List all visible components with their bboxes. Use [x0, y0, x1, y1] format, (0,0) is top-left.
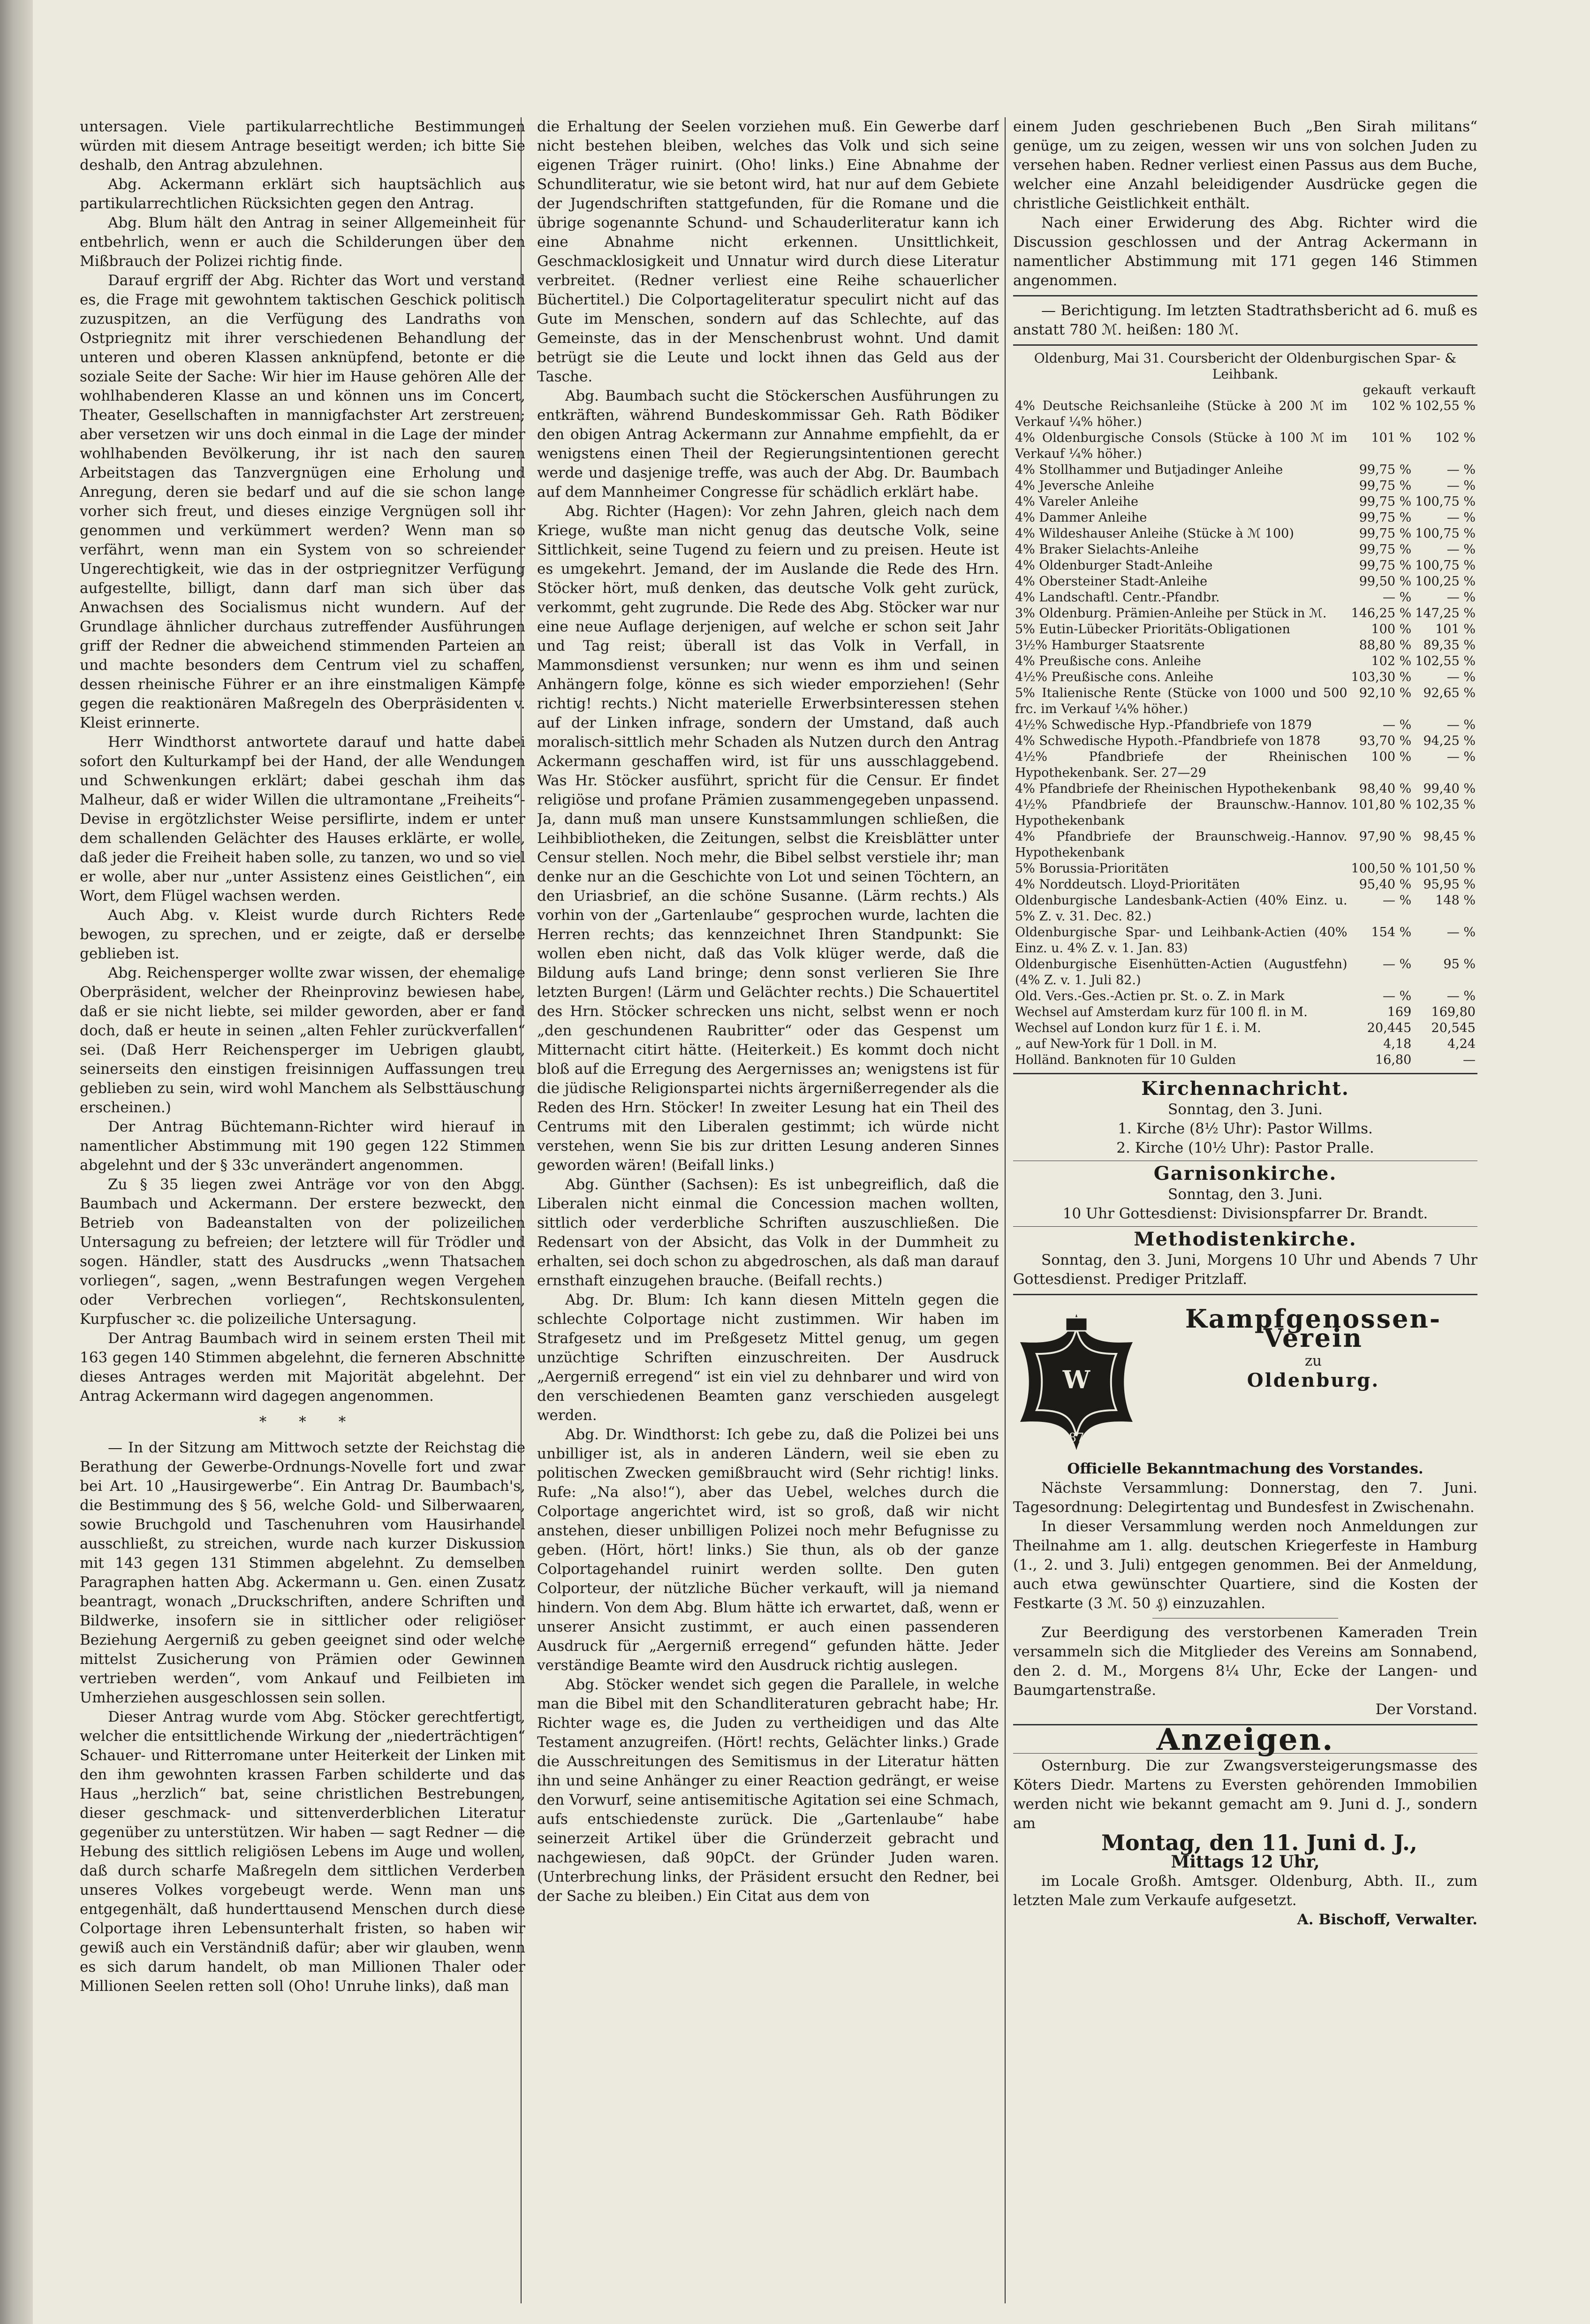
security-name: Wechsel auf London kurz für 1 £. i. M.	[1015, 1021, 1261, 1035]
sell-price: 100,75 %	[1415, 494, 1476, 509]
paragraph: Abg. Baumbach sucht die Stöckerschen Ausführungen zu entkräften, während Bundeskommissar Geh. Rath Bödiker den obigen Antrag Ackermann zur Annahme empfiehlt, da er wenigstens einen Theil der Regierungsintentionen gerecht werde und dasjenige treffe, was auch der Abg. Dr. Baumbach auf dem Mannheimer Congresse für schädlich erklärt habe.	[537, 387, 999, 501]
sell-price: 92,65 %	[1423, 686, 1476, 700]
sell-price: 95 %	[1443, 957, 1476, 972]
table-row	[1013, 462, 1477, 478]
table-row	[1013, 430, 1477, 462]
cross-letter: W	[1062, 1366, 1090, 1394]
buy-price: 16,80	[1375, 1053, 1412, 1067]
table-header-row	[1013, 382, 1477, 398]
paragraph: Zu § 35 liegen zwei Anträge vor von den Abgg. Baumbach und Ackermann. Der erstere bezweckt, den Betrieb von Badeanstalten von der polizeilichen Untersagung zu befreien; der letztere will für Trödler und sogen. Händler, statt des Ausdrucks „wenn Thatsachen vorliegen“, sagen, „wenn Bestrafungen wegen Vergehen oder Verbrechen vorliegen“, Rechtskonsulenten, Kurpfuscher ꝛc. die polizeiliche Untersagung.	[80, 1176, 525, 1328]
sell-price: — %	[1446, 750, 1476, 764]
table-row	[1013, 1052, 1477, 1068]
column-1	[80, 117, 525, 2303]
paragraph: Abg. Richter (Hagen): Vor zehn Jahren, gleich nach dem Kriege, wußte man nicht genug das deutsche Volk, seine Sittlichkeit, seine Tugend zu feiern und zu preisen. Heute ist es umgekehrt. Jemand, der im Auslande die Rede des Hrn. Stöcker hört, muß denken, das deutsche Volk geht zurück, verkommt, geht zugrunde. Die Rede des Abg. Stöcker war nur eine neue Auflage derjenigen, auf welche er schon seit Jahr und Tag reist; überall ist das Volk in Verfall, in Mammonsdienst versunken; nur wenn es ihm und seinen Anhängern folge, könne es sich wieder emporziehen! (Sehr richtig! rechts.) Nicht materielle Erwerbsinteressen stehen auf der Linken infrage, sondern der Umstand, daß auch moralisch-sittlich mehr Schaden als Nutzen durch den Antrag Ackermann geschaffen wird, ist für uns ausschlaggebend. Was Hr. Stöcker ausführt, spricht für die Censur. Er findet religiöse und profane Prämien zusammengegeben unpassend. Ja, dann muß man unsere Kunstsammlungen schließen, die Leihbibliotheken, die Zeitungen, selbst die Kreisblätter unter Censur stellen. Noch mehr, die Bibel selbst verstiele ihr; man denke nur an die Geschichte von Lot und seinen Töchtern, an den Uriasbrief, an die schöne Susanne. (Lärm rechts.) Als vorhin von der „Gartenlaube“ gesprochen wurde, lachten die Herren rechts; das kennzeichnet Ihren Standpunkt: Sie wollen eben nicht, daß das Volk klüger werde, daß die Bildung aufs Land bringe; denn sonst verlieren Sie Ihre letzten Burgen! (Lärm und Gelächter rechts.) Die Schauertitel des Hrn. Stöcker schrecken uns nicht, selbst wenn er noch „den geschundenen Raubritter“ oder das Gespenst um Mitternacht citirt hätte. (Heiterkeit.) Es kommt doch nicht bloß auf die Erregung des Aergernisses an; wenigstens ist für die jüdische Religionspartei nichts ärgernißerregender als die Reden des Hrn. Stöcker! In zweiter Lesung hat ein Theil des Centrums mit den Liberalen gestimmt; ich würde nicht verstehen, wenn Sie bis zur dritten Lesung anderen Sinnes geworden wären! (Beifall links.)	[537, 503, 999, 1174]
column-divider	[1005, 117, 1006, 2303]
security-name: 4% Dammer Anleihe	[1015, 510, 1147, 525]
table-row	[1013, 1036, 1477, 1052]
church-notice-title: Kirchennachricht.	[1141, 1078, 1349, 1100]
buy-price: 169	[1387, 1005, 1412, 1019]
paragraph: Herr Windthorst antwortete darauf und hatte dabei sofort den Kulturkampf bei der Hand, der alle Wendungen und Schwenkungen erklärt; dabei geschah ihm das Malheur, daß er wider Willen die ultramontane „Freiheits“-Devise in ergötzlichster Weise persiflirte, indem er unter dem schallenden Gelächter des Hauses erklärte, er wolle, daß jeder die Freiheit haben solle, zu tanzen, wo und so viel er wolle, aber nur „unter Assistenz eines Geistlichen“, ein Wort, dem Flügel wachsen werden.	[80, 734, 525, 904]
auction-date: Montag, den 11. Juni d. J.,	[1101, 1830, 1417, 1855]
sell-price: — %	[1446, 989, 1476, 1003]
security-name: Holländ. Banknoten für 10 Gulden	[1015, 1053, 1236, 1067]
table-row	[1013, 558, 1477, 574]
association-subtitle: Officielle Bekanntmachung des Vorstandes.	[1067, 1460, 1423, 1477]
table-row	[1013, 957, 1477, 988]
sell-price: 101,50 %	[1415, 861, 1476, 876]
buy-price: 101 %	[1371, 431, 1412, 445]
paragraph: — In der Sitzung am Mittwoch setzte der Reichstag die Berathung der Gewerbe-Ordnungs-Novelle fort und zwar bei Art. 10 „Hausirgewerbe“. Ein Antrag Dr. Baumbach's, die Bestimmung des § 56, welche Gold- und Silberwaaren, sowie Bruchgold und Taschenuhren vom Hausirhandel ausschließt, zu streichen, wurde nach kurzer Diskussion mit 143 gegen 131 Stimmen abgelehnt. Zu demselben Paragraphen hatten Abg. Ackermann u. Gen. einen Zusatz beantragt, wonach „Druckschriften, andere Schriften und Bildwerke, insofern sie in sittlicher oder religiöser Beziehung Aergerniß zu geben geeignet sind oder welche mittelst Zusicherung von Prämien oder Gewinnen vertrieben werden“, vom Ankauf und Feilbieten im Umherziehen ausgeschlossen sein sollen.	[80, 1439, 525, 1706]
security-name: 4½% Pfandbriefe der Rheinischen Hypothekenbank. Ser. 27—29	[1015, 750, 1348, 780]
sell-price: 147,25 %	[1415, 606, 1476, 621]
security-name: 3% Oldenburg. Prämien-Anleihe per Stück in ℳ.	[1015, 606, 1327, 621]
buy-price: 99,75 %	[1359, 526, 1412, 541]
correction-notice: — Berichtigung. Im letzten Stadtrathsbericht ad 6. muß es anstatt 780 ℳ. heißen: 180 ℳ.	[1013, 302, 1477, 338]
sell-price: — %	[1446, 510, 1476, 525]
sell-price: 98,45 %	[1423, 829, 1476, 844]
security-name: 4½% Pfandbriefe der Braunschw.-Hannov. Hypothekenbank	[1015, 797, 1348, 828]
buy-price: 88,80 %	[1359, 638, 1412, 653]
paragraph: Abg. Blum hält den Antrag in seiner Allgemeinheit für entbehrlich, wenn er auch die Schilderungen über den Mißbrauch der Polizei richtig finde.	[80, 214, 525, 270]
security-name: Oldenburgische Landesbank-Actien (40% Einz. u. 5% Z. v. 31. Dec. 82.)	[1015, 893, 1348, 924]
garrison-church-title: Garnisonkirche.	[1153, 1162, 1337, 1185]
paragraph: Nach einer Erwiderung des Abg. Richter wird die Discussion geschlossen und der Antrag Ackermann in namentlicher Abstimmung mit 171 gegen 146 Stimmen angenommen.	[1013, 214, 1477, 289]
advertisements-title: Anzeigen.	[1156, 1722, 1334, 1757]
column-header: verkauft	[1422, 383, 1476, 397]
paragraph: Der Antrag Büchtemann-Richter wird hierauf in namentlicher Abstimmung mit 190 gegen 122 Stimmen abgelehnt und der § 33c unverändert angenommen.	[80, 1118, 525, 1174]
table-row	[1013, 893, 1477, 925]
sell-price: — %	[1446, 670, 1476, 684]
buy-price: 99,75 %	[1359, 542, 1412, 557]
divider	[1013, 344, 1477, 346]
paragraph: Abg. Reichensperger wollte zwar wissen, der ehemalige Oberpräsident, welcher der Rheinprovinz bewiesen habe, daß er sie nicht liebte, sei milder geworden, aber er fand doch, daß er heute in seinen „alten Fehler zurückverfallen“ sei. (Daß Herr Reichensperger im Uebrigen glaubt, seinerseits den einstigen freisinnigen Auffassungen treu geblieben zu sein, wird wohl Manchem als Selbsttäuschung erscheinen.)	[80, 965, 525, 1116]
table-row	[1013, 717, 1477, 733]
buy-price: 93,70 %	[1359, 734, 1412, 748]
sell-price: 20,545	[1431, 1021, 1476, 1035]
sell-price: — %	[1446, 590, 1476, 605]
sell-price: 89,35 %	[1423, 638, 1476, 653]
paragraph: Darauf ergriff der Abg. Richter das Wort und verstand es, die Frage mit gewohntem taktischen Geschick politisch zuzuspitzen, an die Verfügung des Landraths von Ostpriegnitz mit ihrer verschiedenen Behandlung der unteren und oberen Klassen anknüpfend, betonte er die soziale Seite der Sache: Wir hier im Hause gehören Alle der wohlhabenderen Klasse an und können uns im Concert, Theater, Gesellschaften in mannigfachster Art zerstreuen; aber versetzen wir uns doch einmal in die Lage der minder wohlhabenden Bevölkerung, ihr ist nach den sauren Arbeitstagen das Tanzvergnügen eine Erholung und Anregung, deren sie bedarf und auf die sie schon lange vorher sich freut, und dieses einzige Vergnügen soll ihr genommen und verkümmert werden? Wenn man so verfährt, wenn man ein System von so schreiender Ungerechtigkeit, wie das in der ostpriegnitzer Verfügung aufgestellte, billigt, dann darf man sich über das Anwachsen des Socialismus nicht wundern. Auf der Grundlage ähnlicher durchaus zutreffender Ausführungen griff der Redner die abweichend stimmenden Parteien an und machte besonders dem Centrum viel zu schaffen, dessen rheinische Führer er an ihre einstmaligen Kämpfe gegen die reaktionären Maßregeln des Oberpräsidenten v. Kleist erinnerte.	[80, 272, 525, 731]
table-row	[1013, 574, 1477, 590]
buy-price: 4,18	[1383, 1037, 1412, 1051]
table-row	[1013, 478, 1477, 494]
divider	[1013, 1073, 1477, 1074]
security-name: 4% Jeversche Anleihe	[1015, 478, 1154, 493]
buy-price: — %	[1383, 893, 1412, 908]
security-name: 4% Pfandbriefe der Braunschweig.-Hannov. Hypothekenbank	[1015, 829, 1348, 860]
buy-price: 99,75 %	[1359, 478, 1412, 493]
association-zu: zu	[1304, 1352, 1322, 1369]
paragraph: Abg. Stöcker wendet sich gegen die Parallele, in welche man die Bibel mit den Schandliteraturen gebracht habe; Hr. Richter wage es, die Juden zu vertheidigen und das Alte Testament anzugreifen. (Hört! rechts, Gelächter links.) Grade die Ausschreitungen des Semitismus in der Literatur hätten ihn und seine Anhänger zu einer Reaction gedrängt, er weise den Vorwurf, seine antisemitische Agitation sei eine Schmach, aufs entschiedenste zurück. Die „Gartenlaube“ habe seinerzeit Artikel über die Gründerzeit gebracht und nachgewiesen, daß 90pCt. der Gründer Juden waren. (Unterbrechung links, der Präsident ersucht den Redner, bei der Sache zu bleiben.) Ein Citat aus dem von	[537, 1676, 999, 1905]
security-name: 4% Pfandbriefe der Rheinischen Hypothekenbank	[1015, 782, 1336, 796]
association-title: Kampfgenossen-Verein	[1185, 1304, 1442, 1353]
security-name: 4% Deutsche Reichsanleihe (Stücke à 200 ℳ im Verkauf ¼% höher.)	[1015, 399, 1348, 429]
security-name: 4% Schwedische Hypoth.-Pfandbriefe von 1878	[1015, 734, 1321, 748]
column-header: gekauft	[1363, 383, 1412, 397]
security-name: Oldenburgische Spar- und Leihbank-Actien (40% Einz. u. 4% Z. v. 1. Jan. 83)	[1015, 925, 1348, 956]
table-row	[1013, 510, 1477, 526]
paragraph: untersagen. Viele partikularrechtliche Bestimmungen würden mit diesem Antrage beseitigt werden; ich bitte Sie deshalb, den Antrag abzulehnen.	[80, 118, 525, 174]
table-row	[1013, 1004, 1477, 1020]
buy-price: 99,75 %	[1359, 558, 1412, 573]
security-name: Old. Vers.-Ges.-Actien pr. St. o. Z. in Mark	[1015, 989, 1285, 1003]
paragraph: Zur Beerdigung des verstorbenen Kameraden Trein versammeln sich die Mitglieder des Vereins am Sonnabend, den 2. d. M., Morgens 8¼ Uhr, Ecke der Langen- und Baumgartenstraße.	[1013, 1624, 1477, 1699]
sell-price: 100,75 %	[1415, 526, 1476, 541]
sell-price: 94,25 %	[1423, 734, 1476, 748]
association-place: Oldenburg.	[1247, 1369, 1380, 1391]
auction-notice: Osternburg. Die zur Zwangsversteigerungsmasse des Köters Diedr. Martens zu Eversten gehörenden Immobilien werden nicht wie bekannt gemacht am 9. Juni d. J., sondern am	[1013, 1757, 1477, 1832]
security-name: 5% Italienische Rente (Stücke von 1000 und 500 frc. im Verkauf ¼% höher.)	[1015, 686, 1348, 716]
paragraph: Nächste Versammlung: Donnerstag, den 7. Juni. Tagesordnung: Delegirtentag und Bundesfest in Zwischenahn.	[1013, 1480, 1477, 1516]
iron-cross-icon	[1013, 1309, 1140, 1455]
buy-price: — %	[1383, 590, 1412, 605]
security-name: 4½% Preußische cons. Anleihe	[1015, 670, 1213, 684]
church-notice-line: 2. Kirche (10½ Uhr): Pastor Pralle.	[1116, 1139, 1374, 1156]
divider	[1013, 295, 1477, 296]
table-row	[1013, 797, 1477, 829]
sell-price: — %	[1446, 925, 1476, 940]
table-row	[1013, 669, 1477, 685]
garrison-church-line: 10 Uhr Gottesdienst: Divisionspfarrer Dr. Brandt.	[1062, 1205, 1428, 1222]
security-name: 4% Oldenburgische Consols (Stücke à 100 ℳ im Verkauf ¼% höher.)	[1015, 431, 1348, 461]
paragraph: die Erhaltung der Seelen vorziehen muß. Ein Gewerbe darf nicht bestehen bleiben, welches das Volk und sich seine eigenen Träger ruinirt. (Oho! links.) Eine Abnahme der Schundliteratur, wie sie betont wird, hat nur auf dem Gebiete der Jugendschriften stattgefunden, für die Romane und die übrige sogenannte Schund- und Schauderliteratur kann ich eine Abnahme nicht erkennen. Unsittlichkeit, Geschmacklosigkeit und Unnatur wird durch diese Literatur verbreitet. (Redner verliest eine Reihe schauerlicher Büchertitel.) Die Colportageliteratur speculirt nicht auf das Gute im Menschen, sondern auf das Schlechte, auf das Gemeinste, das in der Menschenbrust wohnt. Und damit betrügt sie die Leute und lockt ihnen das Geld aus der Tasche.	[537, 118, 999, 385]
buy-price: — %	[1383, 989, 1412, 1003]
newspaper-page	[33, 0, 1590, 2324]
table-row	[1013, 606, 1477, 622]
paragraph: Der Antrag Baumbach wird in seinem ersten Theil mit 163 gegen 140 Stimmen abgelehnt, die ferneren Abschnitte dieses Antrages werden mit Majorität abgelehnt. Der Antrag Ackermann wird dagegen angenommen.	[80, 1330, 525, 1405]
security-name: 4% Landschaftl. Centr.-Pfandbr.	[1015, 590, 1220, 605]
divider	[1013, 1226, 1477, 1227]
buy-price: 99,50 %	[1359, 574, 1412, 589]
sell-price: 148 %	[1435, 893, 1476, 908]
sell-price: — %	[1446, 478, 1476, 493]
security-name: 4% Wildeshauser Anleihe (Stücke à ℳ 100)	[1015, 526, 1294, 541]
exchange-rates-table	[1013, 382, 1477, 1068]
table-row	[1013, 988, 1477, 1004]
table-row	[1013, 861, 1477, 877]
page-gutter	[0, 0, 33, 2324]
buy-price: 92,10 %	[1359, 686, 1412, 700]
security-name: 4% Preußische cons. Anleihe	[1015, 654, 1201, 668]
sell-price: 102,55 %	[1415, 399, 1476, 413]
buy-price: 99,75 %	[1359, 463, 1412, 477]
buy-price: 98,40 %	[1359, 782, 1412, 796]
paragraph: Abg. Ackermann erklärt sich hauptsächlich aus partikularrechtlichen Rücksichten gegen den Antrag.	[80, 176, 525, 212]
sell-price: —	[1463, 1053, 1476, 1067]
signature: Der Vorstand.	[1375, 1701, 1477, 1718]
buy-price: 102 %	[1371, 399, 1412, 413]
sell-price: 101 %	[1435, 622, 1476, 637]
security-name: 4% Braker Sielachts-Anleihe	[1015, 542, 1199, 557]
security-name: 5% Eutin-Lübecker Prioritäts-Obligationen	[1015, 622, 1290, 637]
buy-price: 154 %	[1371, 925, 1412, 940]
security-name: 4% Obersteiner Stadt-Anleihe	[1015, 574, 1208, 589]
buy-price: — %	[1383, 957, 1412, 972]
methodist-church-title: Methodistenkirche.	[1134, 1228, 1357, 1250]
church-notice-line: 1. Kirche (8½ Uhr): Pastor Willms.	[1118, 1120, 1373, 1137]
sell-price: 102,55 %	[1415, 654, 1476, 668]
sell-price: — %	[1446, 718, 1476, 732]
buy-price: 99,75 %	[1359, 510, 1412, 525]
exchange-report-header: Oldenburg, Mai 31. Coursbericht der Oldenburgischen Spar- & Leihbank.	[1034, 350, 1457, 382]
buy-price: 100,50 %	[1351, 861, 1412, 876]
security-name: 4½% Schwedische Hyp.-Pfandbriefe von 1879	[1015, 718, 1312, 732]
table-row	[1013, 526, 1477, 542]
table-row	[1013, 590, 1477, 606]
buy-price: 100 %	[1371, 750, 1412, 764]
paragraph: In dieser Versammlung werden noch Anmeldungen zur Theilnahme am 1. allg. deutschen Kriegerfeste in Hamburg (1., 2. und 3. Juli) entgegen genommen. Bei der Anmeldung, auch etwa gewünschter Quartiere, sind die Kosten der Festkarte (3 ℳ. 50 ₰) einzuzahlen.	[1013, 1518, 1477, 1612]
divider	[1013, 1294, 1477, 1295]
paragraph: Abg. Dr. Blum: Ich kann diesen Mitteln gegen die schlechte Colportage nicht zustimmen. Wir haben im Strafgesetz und im Preßgesetz Mittel genug, um gegen unzüchtige Schriften einzuschreiten. Der Ausdruck „Aergerniß erregend“ ist ein viel zu dehnbarer und wird von den verschiedenen Beamten ganz verschieden ausgelegt werden.	[537, 1291, 999, 1424]
security-name: 4% Stollhammer und Butjadinger Anleihe	[1015, 463, 1283, 477]
table-row	[1013, 781, 1477, 797]
sell-price: 4,24	[1447, 1037, 1476, 1051]
table-row	[1013, 542, 1477, 558]
church-notice-line: Sonntag, den 3. Juni.	[1168, 1101, 1323, 1118]
table-row	[1013, 622, 1477, 638]
sell-price: 99,40 %	[1423, 782, 1476, 796]
security-name: 4% Norddeutsch. Lloyd-Prioritäten	[1015, 877, 1240, 892]
security-name: Oldenburgische Eisenhütten-Actien (Augustfehn) (4% Z. v. 1. Juli 82.)	[1015, 957, 1348, 987]
table-row	[1013, 733, 1477, 749]
security-name: 4% Vareler Anleihe	[1015, 494, 1139, 509]
buy-price: 97,90 %	[1359, 829, 1412, 844]
table-row	[1013, 925, 1477, 957]
buy-price: 99,75 %	[1359, 494, 1412, 509]
buy-price: 101,80 %	[1351, 797, 1412, 812]
column-3	[1013, 117, 1477, 2303]
buy-price: 146,25 %	[1351, 606, 1412, 621]
veterans-association-notice	[1013, 1304, 1477, 1719]
paragraph: Abg. Dr. Windthorst: Ich gebe zu, daß die Polizei bei uns unbilliger ist, als in anderen Ländern, weil sie eben zu politischen Zwecken gemißbraucht wird (Sehr richtig! links. Rufe: „Na also!“), aber das Uebel, welches durch die Colportage angerichtet wird, ist so groß, daß wir nicht anstehen, dieser unbilligen Polizei noch mehr Befugnisse zu geben. (Hört, hört! links.) Sie thun, als ob der ganze Colportagehandel ruinirt werden sollte. Den guten Colporteur, der nützliche Bücher verkauft, will ja niemand hindern. Von dem Abg. Blum hätte ich erwartet, daß, wenn er unserer Ansicht zustimmt, er auch einen passenderen Ausdruck für „Aergerniß erregend“ gefunden hätte. Jeder verständige Beamte wird den Ausdruck richtig auslegen.	[537, 1426, 999, 1674]
section-separator: * * *	[259, 1413, 346, 1430]
security-name: 4% Oldenburger Stadt-Anleihe	[1015, 558, 1213, 573]
cross-year: 1870	[1060, 1431, 1092, 1445]
paragraph: Dieser Antrag wurde vom Abg. Stöcker gerechtfertigt, welcher die entsittlichende Wirkung der „niederträchtigen“ Schauer- und Ritterromane unter Heiterkeit der Linken mit den ihm gewohnten krassen Farben schilderte und das Haus „herzlich“ bat, seine christlichen Bestrebungen, dieser geschmack- und sittenverderblichen Literatur gegenüber zu unterstützen. Wir haben — sagt Redner — die Hebung des sittlich religiösen Lebens im Auge und wollen, daß durch scharfe Maßregeln dem sittlichen Verderben unseres Volkes vorgebeugt werde. Wenn man uns entgegenhält, daß hunderttausend Menschen durch diese Colportage ihren Lebensunterhalt fristen, so haben wir gewiß auch ein Verständniß dafür; aber wir glauben, wenn es sich darum handelt, ob man Millionen Thaler oder Millionen Seelen retten soll (Oho! Unruhe links), daß man	[80, 1709, 525, 1995]
buy-price: 95,40 %	[1359, 877, 1412, 892]
sell-price: — %	[1446, 542, 1476, 557]
buy-price: 20,445	[1367, 1021, 1412, 1035]
sell-price: 102,35 %	[1415, 797, 1476, 812]
sell-price: 102 %	[1435, 431, 1476, 445]
security-name: 5% Borussia-Prioritäten	[1015, 861, 1169, 876]
auction-time: Mittags 12 Uhr,	[1171, 1852, 1320, 1872]
buy-price: 103,30 %	[1351, 670, 1412, 684]
garrison-church-line: Sonntag, den 3. Juni.	[1168, 1186, 1323, 1203]
auction-place: im Locale Großh. Amtsger. Oldenburg, Abth. II., zum letzten Male zum Verkaufe aufgesetzt.	[1013, 1873, 1477, 1909]
security-name: Wechsel auf Amsterdam kurz für 100 fl. in M.	[1015, 1005, 1308, 1019]
table-row	[1013, 494, 1477, 510]
security-name: 3½% Hamburger Staatsrente	[1015, 638, 1205, 653]
buy-price: 102 %	[1371, 654, 1412, 668]
table-row	[1013, 638, 1477, 653]
paragraph: einem Juden geschriebenen Buch „Ben Sirah militans“ genüge, um zu zeigen, wessen wir uns von solchen Juden zu versehen haben. Redner verliest einen Passus aus dem Buche, welcher eine Anzahl beleidigender Ausdrücke gegen die christliche Geistlichkeit enthält.	[1013, 118, 1477, 212]
sell-price: 95,95 %	[1423, 877, 1476, 892]
signature: A. Bischoff, Verwalter.	[1297, 1911, 1477, 1928]
paragraph: Auch Abg. v. Kleist wurde durch Richters Rede bewogen, zu sprechen, und er zeigte, daß er derselbe geblieben ist.	[80, 907, 525, 962]
sell-price: 100,25 %	[1415, 574, 1476, 589]
sell-price: 169,80	[1431, 1005, 1476, 1019]
buy-price: 100 %	[1371, 622, 1412, 637]
paragraph: Abg. Günther (Sachsen): Es ist unbegreiflich, daß die Liberalen nicht einmal die Concession machen wollten, sittlich oder verderbliche Schriften auszuschließen. Die Redensart von der Absicht, das Volk in der Dummheit zu erhalten, sei doch schon zu abgedroschen, als daß man darauf ernsthaft einzugehen brauche. (Beifall rechts.)	[537, 1176, 999, 1289]
table-row	[1013, 877, 1477, 893]
sell-price: — %	[1446, 463, 1476, 477]
sell-price: 100,75 %	[1415, 558, 1476, 573]
table-row	[1013, 685, 1477, 717]
table-row	[1013, 1020, 1477, 1036]
column-2	[537, 117, 999, 2303]
table-row	[1013, 653, 1477, 669]
security-name: „ auf New-York für 1 Doll. in M.	[1015, 1037, 1217, 1051]
buy-price: — %	[1383, 718, 1412, 732]
table-row	[1013, 398, 1477, 430]
methodist-church-text: Sonntag, den 3. Juni, Morgens 10 Uhr und Abends 7 Uhr Gottesdienst. Prediger Pritzlaff.	[1013, 1252, 1477, 1288]
table-row	[1013, 749, 1477, 781]
table-row	[1013, 829, 1477, 861]
